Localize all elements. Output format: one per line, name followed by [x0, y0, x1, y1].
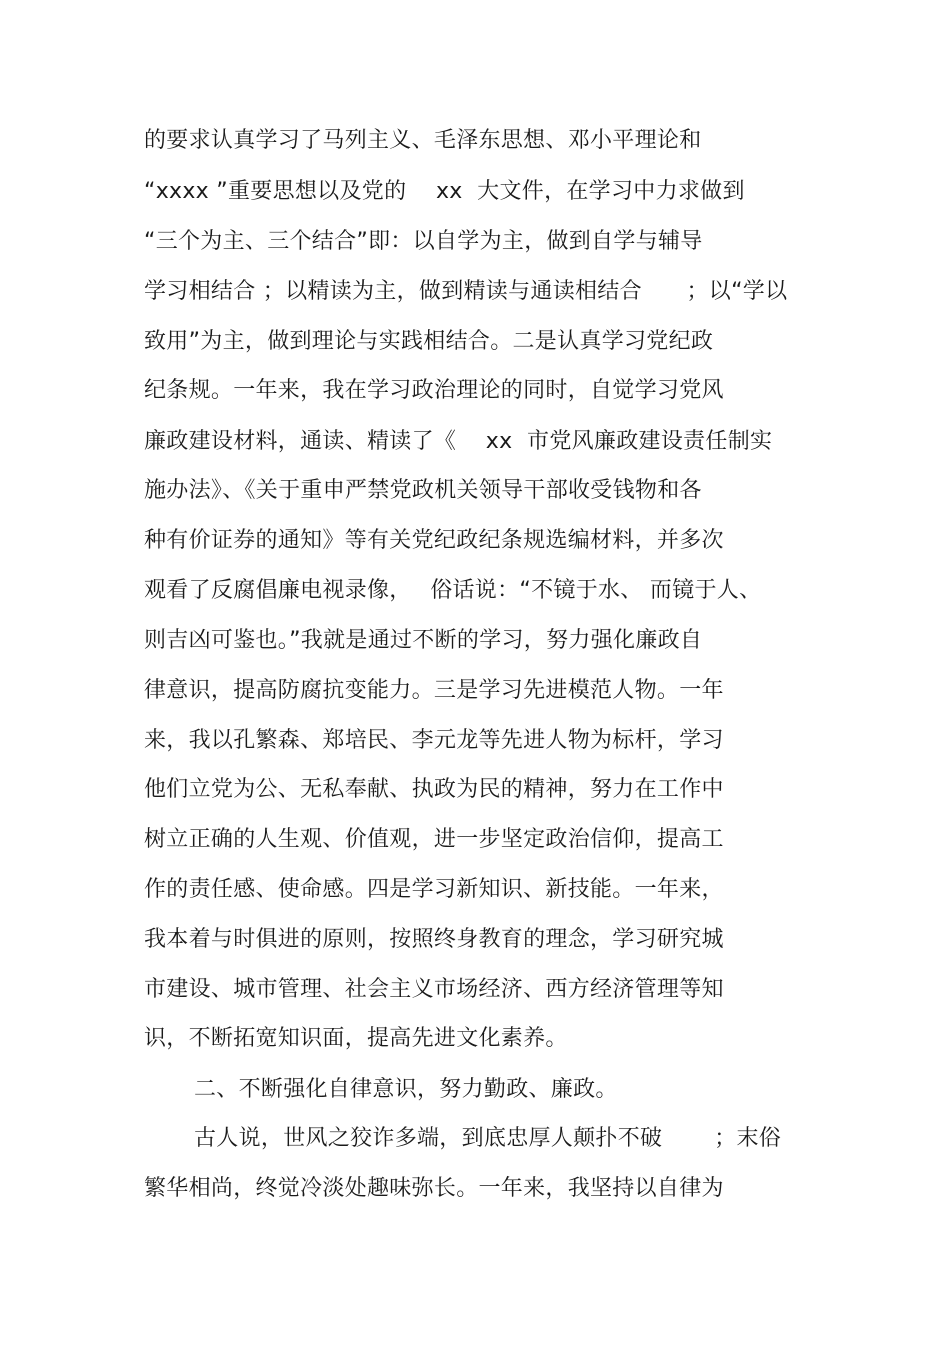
text-line-18: 市建设、城市管理、社会主义市场经济、西方经济管理等知 [144, 977, 724, 1002]
text-line-16: 作的责任感、使命感。四是学习新知识、新技能。一年来， [144, 877, 724, 902]
text-line-8: 施办法》、《关于重申严禁党政机关领导干部收受钱物和各 [144, 478, 702, 503]
text-line-22: 繁华相尚，终觉冷淡处趣味弥长。一年来，我坚持以自律为 [144, 1176, 724, 1201]
text-line-15: 树立正确的人生观、价值观，进一步坚定政治信仰，提高工 [144, 827, 724, 852]
text-line-3: “三个为主、三个结合”即：以自学为主，做到自学与辅导 [144, 229, 703, 254]
text-line-6: 纪条规。一年来，我在学习政治理论的同时，自觉学习党风 [144, 378, 724, 403]
text-line-7: 廉政建设材料，通读、精读了《 xx 市党风廉政建设责任制实 [144, 429, 773, 454]
text-line-10: 观看了反腐倡廉电视录像， 俗话说：“不镜于水、 而镜于人、 [144, 578, 762, 603]
text-line-1: 的要求认真学习了马列主义、毛泽东思想、邓小平理论和 [144, 128, 702, 153]
text-line-21: 古人说，世风之狡诈多端，到底忠厚人颠扑不破 ；末俗 [194, 1126, 782, 1151]
text-line-4: 学习相结合 ；以精读为主，做到精读与通读相结合 ；以“学以 [144, 279, 788, 304]
text-line-9: 种有价证券的通知》等有关党纪政纪条规选编材料，并多次 [144, 528, 724, 553]
section-heading: 二、不断强化自律意识，努力勤政、廉政。 [194, 1077, 618, 1102]
text-line-11: 则吉凶可鉴也。”我就是通过不断的学习，努力强化廉政自 [144, 628, 703, 653]
text-line-19: 识，不断拓宽知识面，提高先进文化素养。 [144, 1026, 568, 1051]
text-line-2: “xxxx ”重要思想以及党的 xx 大文件，在学习中力求做到 [144, 179, 745, 204]
text-line-14: 他们立党为公、无私奉献、执政为民的精神，努力在工作中 [144, 777, 724, 802]
text-line-17: 我本着与时俱进的原则，按照终身教育的理念，学习研究城 [144, 927, 724, 952]
text-line-5: 致用”为主，做到理论与实践相结合。二是认真学习党纪政 [144, 329, 714, 354]
text-line-13: 来，我以孔繁森、郑培民、李元龙等先进人物为标杆，学习 [144, 728, 724, 753]
text-line-12: 律意识，提高防腐抗变能力。三是学习先进模范人物。一年 [144, 678, 724, 703]
